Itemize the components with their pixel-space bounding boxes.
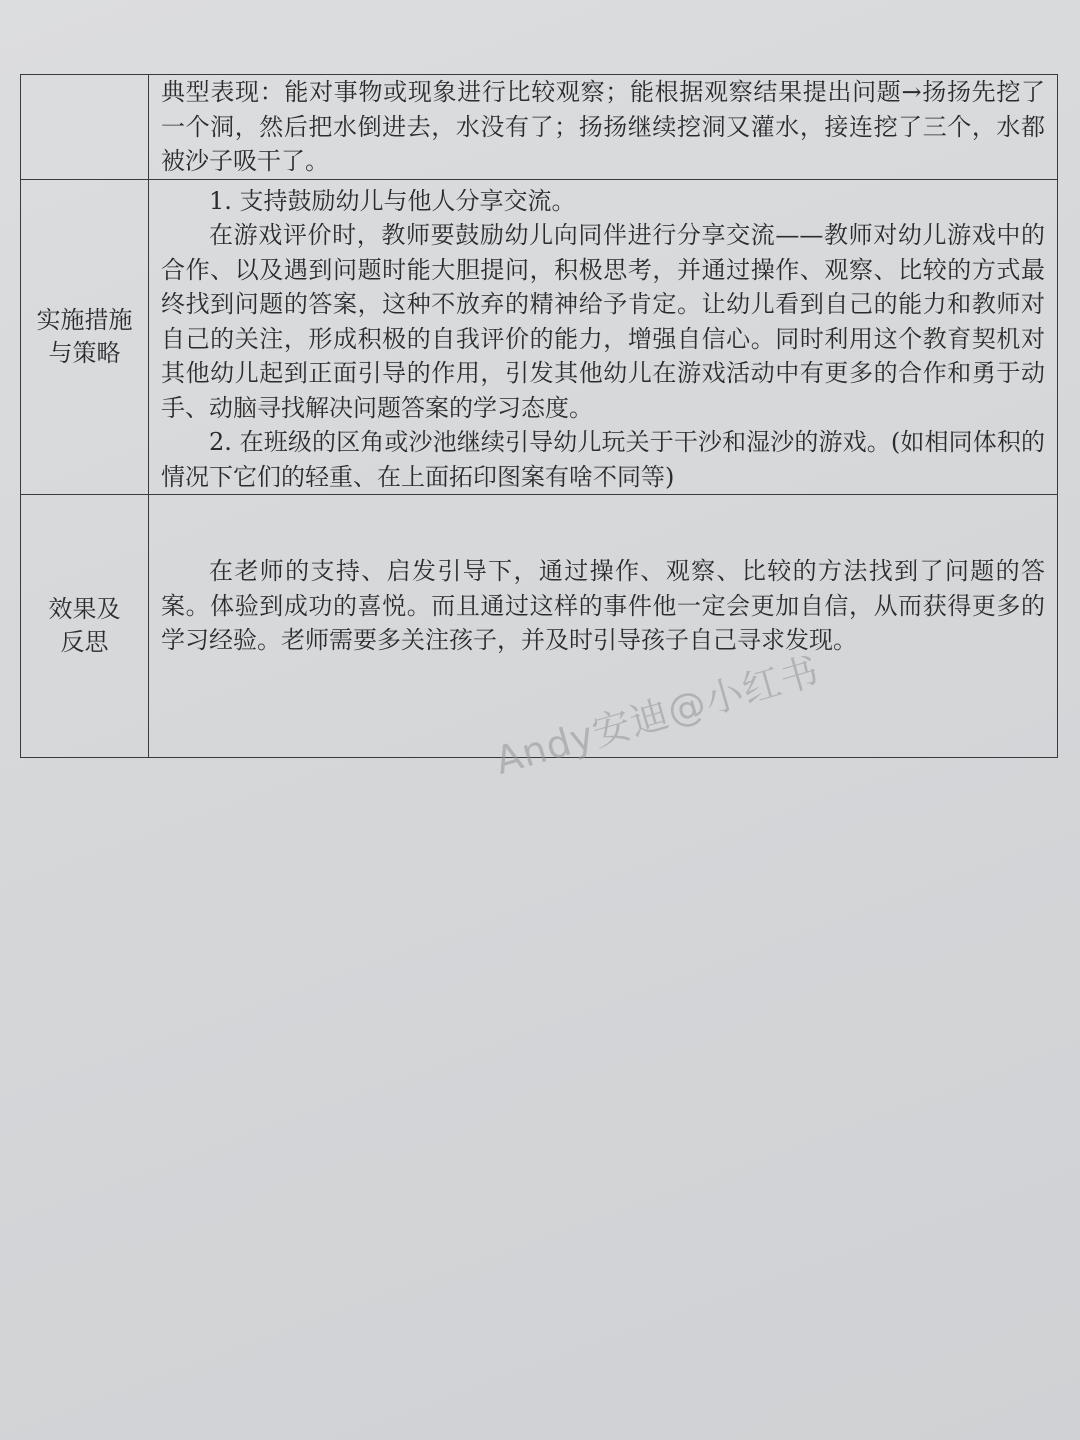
strategy-content-cell: [149, 179, 1058, 495]
reflection-label-line-2: 反思: [60, 628, 109, 656]
reflection-label-cell: [21, 495, 149, 758]
observation-record-table: [20, 74, 1058, 758]
reflection-text: 在老师的支持、启发引导下，通过操作、观察、比较的方法找到了问题的答案。体验到成功的喜悦。而且通过这样的事件他一定会更加自信，从而获得更多的学习经验。老师需要多关注孩子，并及时引导孩子自己寻求发现。: [161, 557, 1045, 655]
strategy-label-line-1: 实施措施: [36, 305, 133, 334]
strategy-item-1-body: 在游戏评价时，教师要鼓励幼儿向同伴进行分享交流——教师对幼儿游戏中的合作、以及遇到问题时能大胆提问，积极思考，并通过操作、观察、比较的方式最终找到问题的答案，这种不放弃的精神给予肯定。让幼儿看到自己的能力和教师对自己的关注，形成积极的自我评价的能力，增强自信心。同时利用这个教育契机对其他幼儿起到正面引导的作用，引发其他幼儿在游戏活动中有更多的合作和勇于动手、动脑寻找解决问题答案的学习态度。: [161, 221, 1045, 422]
watermark: Andy安迪@小红书: [490, 648, 825, 783]
strategy-item-1-heading: 1. 支持鼓励幼儿与他人分享交流。: [209, 186, 576, 215]
typical-performance-cell: [149, 75, 1058, 180]
strategy-label-cell: [21, 179, 149, 495]
strategy-label-line-2: 与策略: [48, 338, 121, 367]
typical-performance-text: 典型表现：能对事物或现象进行比较观察；能根据观察结果提出问题→扬扬先挖了一个洞，然后把水倒进去，水没有了；扬扬继续挖洞又灌水，接连挖了三个，水都被沙子吸干了。: [161, 78, 1045, 175]
reflection-label-line-1: 效果及: [48, 595, 121, 623]
label-cell-empty: [21, 75, 149, 180]
table-row-strategy: [21, 179, 1058, 495]
table-row-typical-performance: [21, 75, 1058, 180]
strategy-item-2: 2. 在班级的区角或沙池继续引导幼儿玩关于干沙和湿沙的游戏。(如相同体积的情况下它们的轻重、在上面拓印图案有啥不同等): [161, 428, 1045, 491]
